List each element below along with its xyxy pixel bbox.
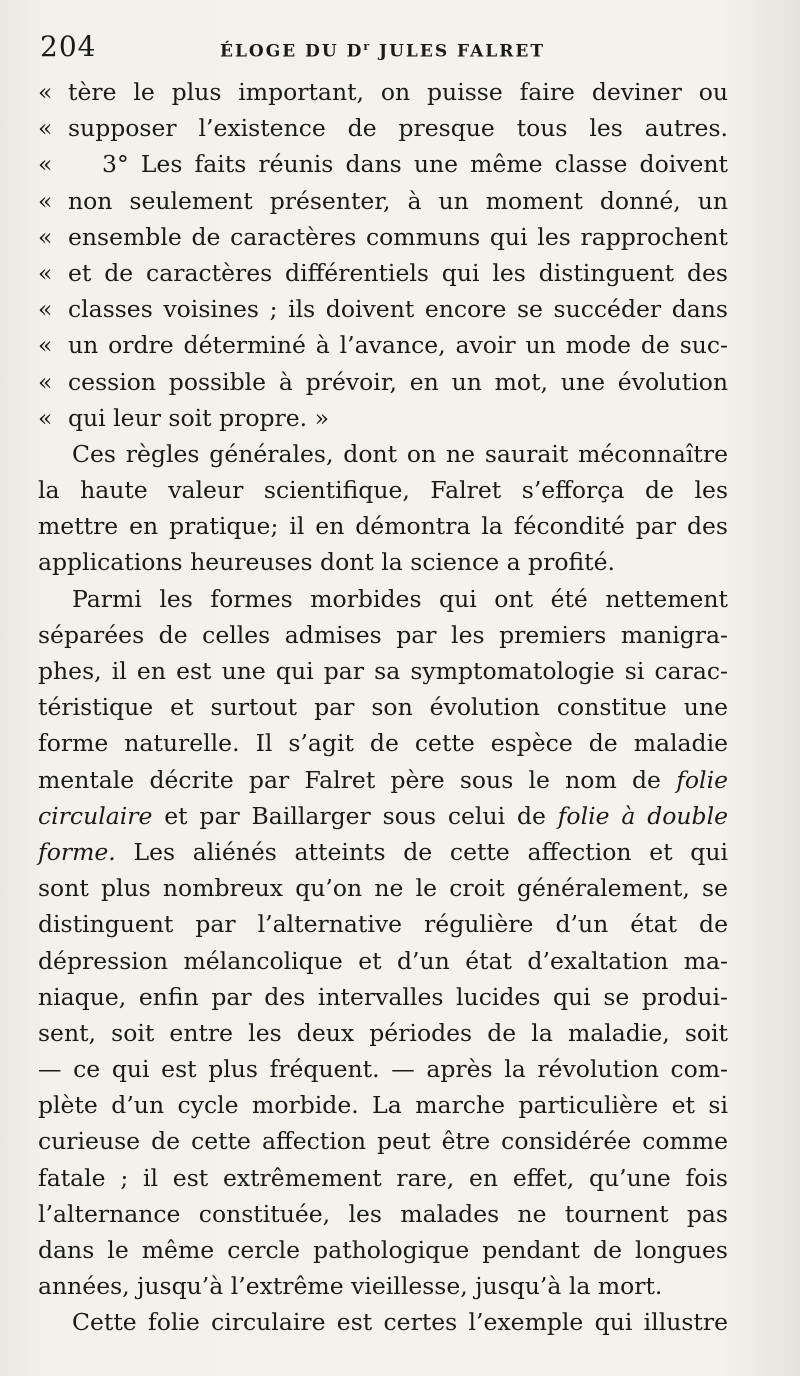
text-line <box>38 617 728 653</box>
line-text: années, jusqu’à l’extrême vieillesse, jusqu’à la mort. <box>38 1272 663 1301</box>
text-line <box>38 689 728 725</box>
text-line <box>38 472 728 508</box>
line-text: séparées de celles admises par les premiers manigra- <box>38 620 728 649</box>
line-text: tère le plus important, on puisse faire deviner ou <box>68 78 728 106</box>
body-text <box>38 74 728 1341</box>
line-text: cession possible à prévoir, en un mot, une évolution <box>68 367 728 396</box>
line-text: dans le même cercle pathologique pendant de longues <box>38 1236 728 1264</box>
quote-mark: « <box>38 295 53 324</box>
text-line <box>38 1160 728 1196</box>
text-line <box>38 834 728 870</box>
text-line <box>38 1304 728 1340</box>
italic-term: folie <box>676 765 728 794</box>
italic-term: folie à double <box>557 801 728 830</box>
line-text: Parmi les formes morbides qui ont été nettement <box>72 584 728 613</box>
text-line <box>38 255 728 291</box>
line-text: 3° Les faits réunis dans une même classe doivent <box>102 150 728 179</box>
italic-term: circulaire <box>38 801 153 830</box>
quote-mark: « <box>38 114 53 143</box>
text-line <box>38 74 728 110</box>
running-head <box>40 30 740 70</box>
text-line <box>38 291 728 327</box>
text-line <box>38 870 728 906</box>
line-text: dépression mélancolique et d’un état d’exaltation ma- <box>38 946 728 975</box>
text-line <box>38 219 728 255</box>
text-line <box>38 508 728 544</box>
line-text: niaque, enfin par des intervalles lucides qui se produi- <box>38 982 728 1011</box>
line-text: et de caractères différentiels qui les distinguent des <box>68 258 728 287</box>
line-text: sent, soit entre les deux périodes de la maladie, soit <box>38 1018 728 1047</box>
text-line <box>38 798 728 834</box>
text-line <box>38 1051 728 1087</box>
line-text: fatale ; il est extrêmement rare, en effet, qu’une fois <box>38 1163 728 1192</box>
line-text: — ce qui est plus fréquent. — après la révolution com- <box>38 1055 728 1084</box>
line-text: mentale décrite par Falret père sous le nom de <box>38 765 677 794</box>
quote-mark: « <box>38 403 53 432</box>
text-line <box>38 1232 728 1268</box>
line-text: mettre en pratique; il en démontra la fécondité par des <box>38 512 728 541</box>
running-title: ÉLOGE DU $D^r$ JULES FALRET <box>220 40 545 62</box>
line-text: plète d’un cycle morbide. La marche particulière et si <box>38 1091 728 1120</box>
text-line <box>38 1123 728 1159</box>
line-text: non seulement présenter, à un moment donné, un <box>68 186 728 215</box>
line-text: classes voisines ; ils doivent encore se succéder dans <box>68 295 728 324</box>
line-text: téristique et surtout par son évolution constitue une <box>38 693 728 722</box>
line-text: sont plus nombreux qu’on ne le croit généralement, se <box>38 874 728 903</box>
line-text: Ces règles générales, dont on ne saurait méconnaître <box>72 439 728 468</box>
quote-mark: « <box>38 258 53 287</box>
line-text: l’alternance constituée, les malades ne tournent pas <box>38 1199 728 1228</box>
text-line <box>38 110 728 146</box>
text-line <box>38 1087 728 1123</box>
quote-mark: « <box>38 222 53 251</box>
line-text: Les aliénés atteints de cette affection et qui <box>115 837 728 866</box>
quote-mark: « <box>38 367 53 396</box>
line-text: un ordre déterminé à l’avance, avoir un mode de suc- <box>68 331 728 360</box>
text-line <box>38 1196 728 1232</box>
text-line <box>38 581 728 617</box>
text-line <box>38 653 728 689</box>
line-text: qui leur soit propre. » <box>68 403 329 432</box>
text-line <box>38 979 728 1015</box>
text-line <box>38 183 728 219</box>
quote-mark: « <box>38 78 53 106</box>
text-line <box>38 436 728 472</box>
text-line <box>38 943 728 979</box>
text-line <box>38 400 728 436</box>
line-text: et par Baillarger sous celui de <box>152 801 558 830</box>
line-text: supposer l’existence de presque tous les autres. <box>68 114 728 143</box>
line-text: la haute valeur scientifique, Falret s’efforça de les <box>38 476 728 505</box>
line-text: phes, il en est une qui par sa symptomatologie si carac- <box>38 657 728 685</box>
line-text: applications heureuses dont la science a profité. <box>38 548 615 577</box>
text-line <box>38 725 728 761</box>
page-number: 204 <box>40 30 97 63</box>
line-text: Cette folie circulaire est certes l’exemple qui illustre <box>72 1308 728 1337</box>
quote-mark: « <box>38 331 53 360</box>
quote-mark: « <box>38 186 53 215</box>
quote-mark: « <box>38 150 53 179</box>
text-line <box>38 327 728 363</box>
line-text: forme naturelle. Il s’agit de cette espèce de maladie <box>38 729 728 758</box>
text-line <box>38 544 728 580</box>
line-text: distinguent par l’alternative régulière d’un état de <box>38 910 728 939</box>
text-line <box>38 762 728 798</box>
italic-term: forme. <box>38 837 116 866</box>
text-line <box>38 146 728 182</box>
line-text: curieuse de cette affection peut être considérée comme <box>38 1127 728 1156</box>
text-line <box>38 364 728 400</box>
text-line <box>38 906 728 942</box>
text-line <box>38 1015 728 1051</box>
text-line <box>38 1268 728 1304</box>
line-text: ensemble de caractères communs qui les rapprochent <box>68 222 728 251</box>
